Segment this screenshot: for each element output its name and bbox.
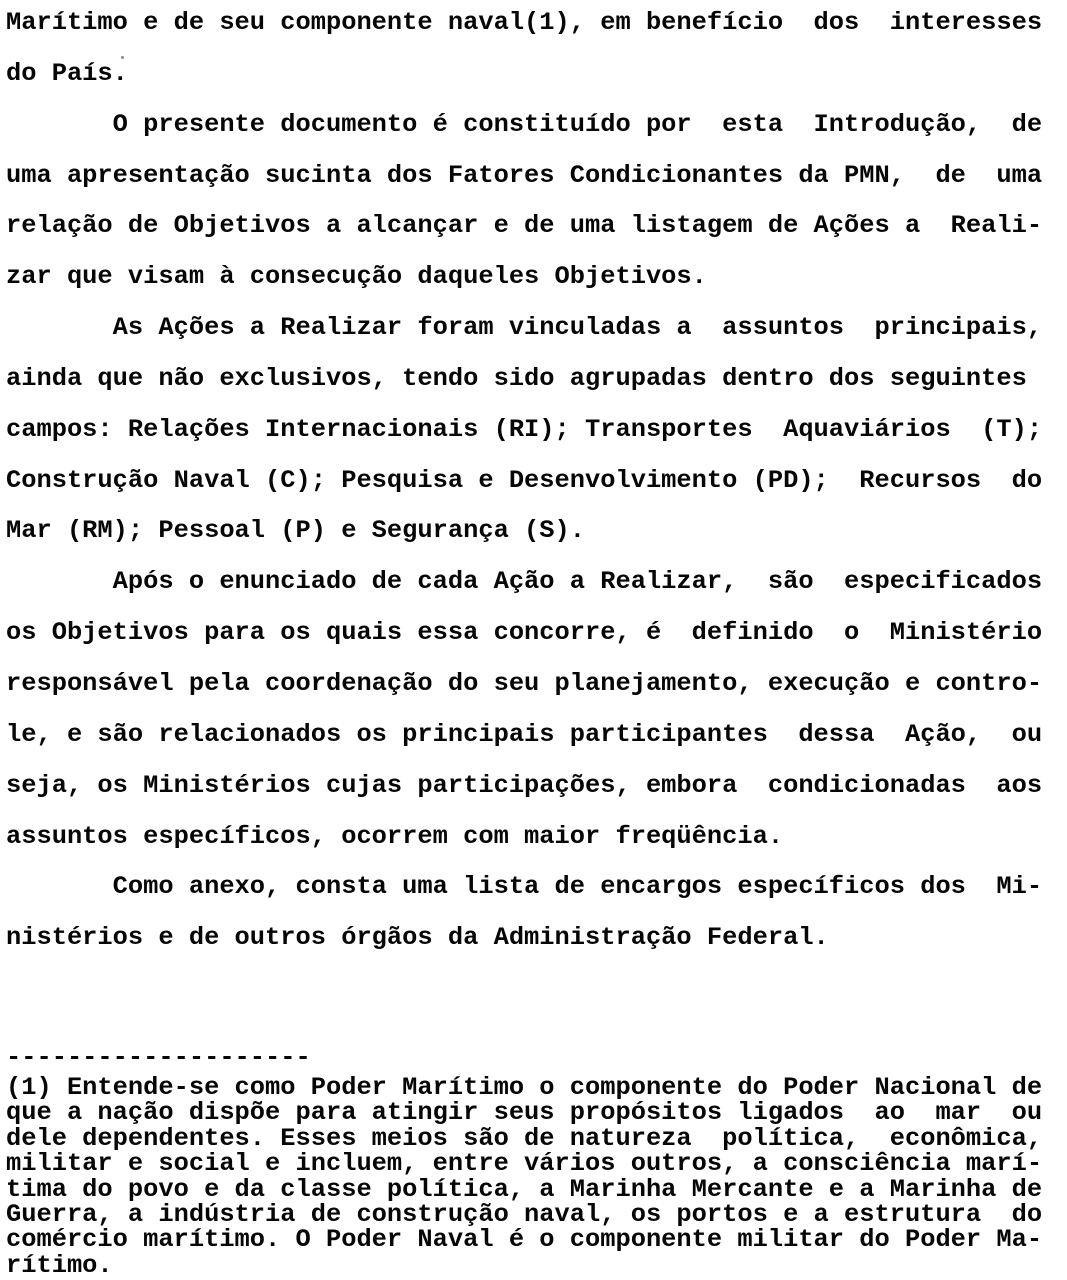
text-line: ainda que não exclusivos, tendo sido agrupadas dentro dos seguintes bbox=[6, 363, 1027, 393]
text-line: le, e são relacionados os principais participantes dessa Ação, ou bbox=[6, 719, 1043, 749]
text-line: zar que visam à consecução daqueles Objetivos. bbox=[6, 262, 707, 292]
text-line: do País. bbox=[6, 58, 128, 88]
text-line: os Objetivos para os quais essa concorre, é definido o Ministério bbox=[6, 618, 1043, 648]
text-line: Como anexo, consta uma lista de encargos específicos dos Mi- bbox=[6, 872, 1043, 902]
text-line: assuntos específicos, ocorrem com maior freqüência. bbox=[6, 821, 784, 851]
text-line: As Ações a Realizar foram vinculadas a assuntos principais, bbox=[6, 313, 1043, 343]
text-line: rítimo. bbox=[6, 1250, 113, 1280]
text-line: tima do povo e da classe política, a Marinha Mercante e a Marinha de bbox=[6, 1174, 1043, 1204]
footnote-block bbox=[6, 1075, 1042, 1278]
text-line: Marítimo e de seu componente naval(1), em benefício dos interesses bbox=[6, 8, 1043, 37]
text-line: relação de Objetivos a alcançar e de uma listagem de Ações a Reali- bbox=[6, 211, 1043, 241]
text-line: Construção Naval (C); Pesquisa e Desenvolvimento (PD); Recursos do bbox=[6, 465, 1043, 495]
text-line: campos: Relações Internacionais (RI); Transportes Aquaviários (T); bbox=[6, 414, 1043, 444]
text-line: comércio marítimo. O Poder Naval é o componente militar do Poder Ma- bbox=[6, 1225, 1043, 1255]
text-line: Guerra, a indústria de construção naval, os portos e a estrutura do bbox=[6, 1200, 1043, 1230]
scan-artifact-dot bbox=[121, 56, 124, 59]
text-line: militar e social e incluem, entre vários outros, a consciência marí- bbox=[6, 1149, 1043, 1179]
text-line: que a nação dispõe para atingir seus propósitos ligados ao mar ou bbox=[6, 1098, 1043, 1128]
text-line: Mar (RM); Pessoal (P) e Segurança (S). bbox=[6, 516, 586, 546]
text-line: seja, os Ministérios cujas participações, embora condicionadas aos bbox=[6, 770, 1043, 800]
text-line: (1) Entende-se como Poder Marítimo o componente do Poder Nacional de bbox=[6, 1073, 1043, 1102]
text-line: dele dependentes. Esses meios são de natureza política, econômica, bbox=[6, 1123, 1043, 1153]
main-text-block bbox=[6, 0, 1042, 964]
text-line: nistérios e de outros órgãos da Administração Federal. bbox=[6, 923, 829, 953]
footnote-separator: -------------------- bbox=[6, 1043, 311, 1072]
text-line: responsável pela coordenação do seu planejamento, execução e contro- bbox=[6, 668, 1043, 698]
text-line: O presente documento é constituído por esta Introdução, de bbox=[6, 109, 1043, 139]
text-line: Após o enunciado de cada Ação a Realizar, são especificados bbox=[6, 567, 1043, 597]
text-line: uma apresentação sucinta dos Fatores Condicionantes da PMN, de uma bbox=[6, 160, 1043, 190]
